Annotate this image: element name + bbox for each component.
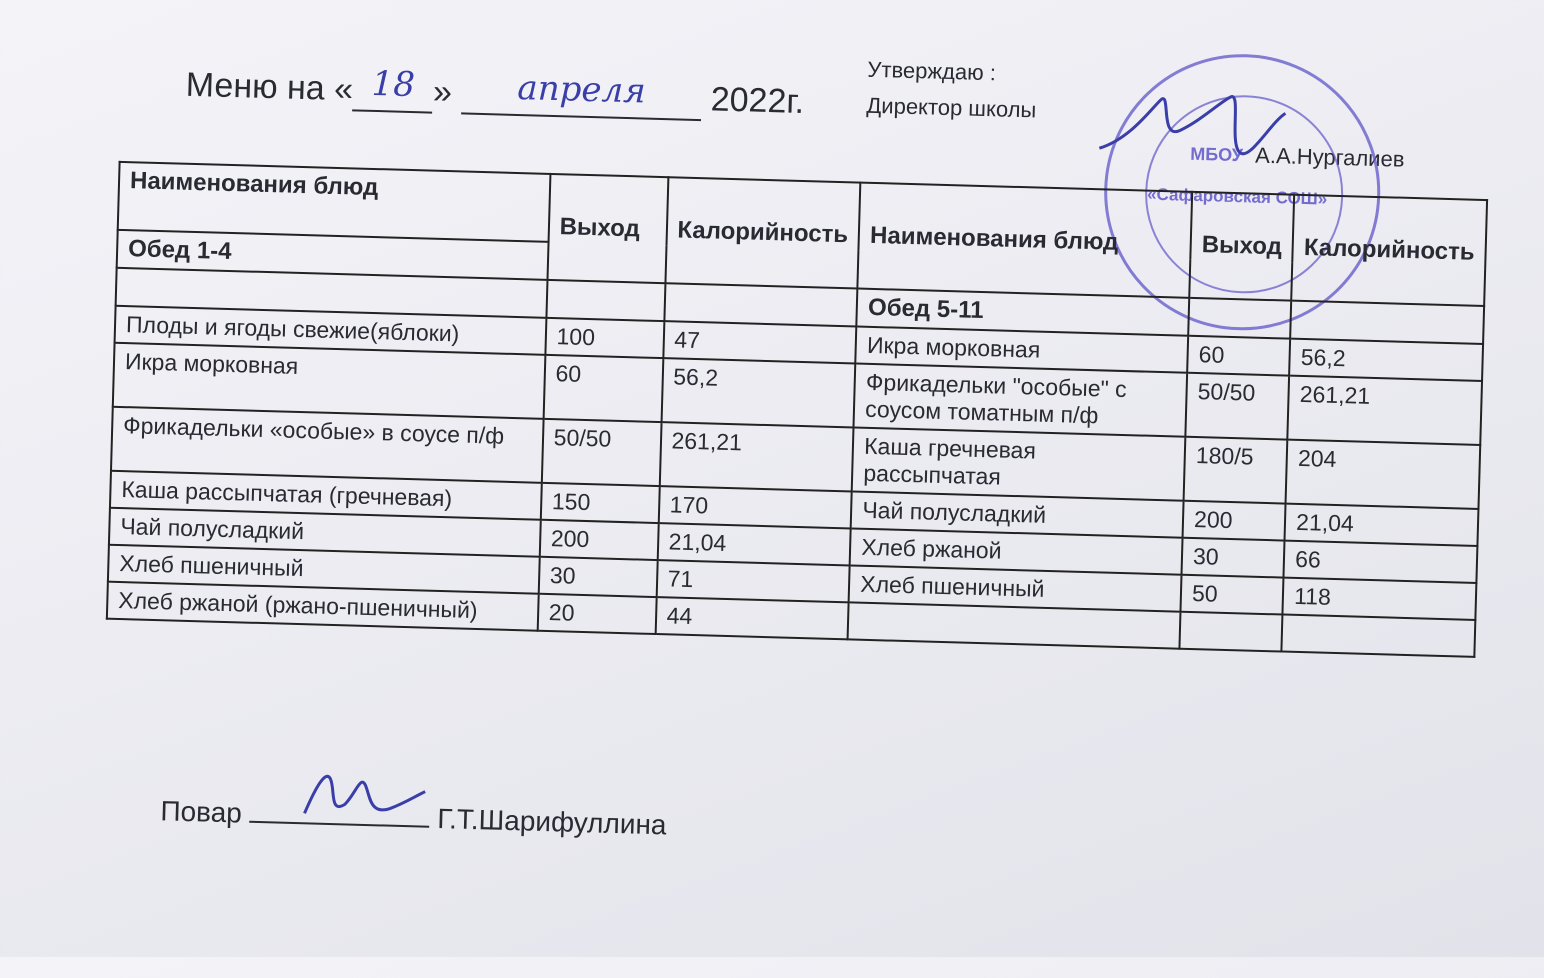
dish-name: Икра морковная — [856, 327, 1189, 373]
dish-name: Чай полусладкий — [851, 491, 1184, 537]
dish-output: 50 — [1181, 575, 1284, 615]
empty-cell — [546, 280, 665, 321]
dish-calories: 21,04 — [1285, 504, 1479, 546]
dish-calories: 261,21 — [659, 422, 853, 491]
dish-calories: 21,04 — [657, 523, 851, 565]
dish-name: Чай полусладкий — [109, 508, 541, 557]
dish-output — [1180, 612, 1283, 652]
dish-name: Хлеб пшеничный — [849, 565, 1182, 611]
dish-name: Хлеб ржаной — [850, 528, 1183, 574]
col-header-calories-right: Калорийность — [1291, 195, 1487, 306]
day-blank — [353, 63, 434, 113]
dish-calories: 204 — [1286, 440, 1480, 509]
dish-name: Каша гречневая рассыпчатая — [852, 427, 1185, 500]
month-blank — [461, 67, 702, 121]
col-header-calories-left: Калорийность — [665, 177, 861, 288]
dish-calories: 56,2 — [661, 358, 855, 427]
dish-name: Хлеб ржаной (ржано-пшеничный) — [107, 582, 539, 631]
dish-output: 100 — [545, 318, 664, 358]
dish-output: 30 — [1182, 538, 1285, 578]
cook-name: Г.Т.Шарифуллина — [436, 803, 667, 841]
dish-name: Каша рассыпчатая (гречневая) — [110, 471, 542, 520]
dish-name: Икра морковная — [113, 343, 545, 419]
dish-name: Фрикадельки "особые" с соусом томатным п/ф — [854, 364, 1187, 437]
dish-output: 180/5 — [1184, 437, 1288, 504]
signature-blank — [249, 797, 430, 828]
empty-cell — [1188, 298, 1291, 339]
approval-label: Утверждаю : — [867, 56, 997, 86]
dish-calories: 118 — [1283, 578, 1477, 620]
dish-output: 60 — [1187, 336, 1290, 376]
dish-output: 200 — [539, 520, 658, 560]
cook-label: Повар — [160, 795, 243, 829]
handwritten-month: апреля — [516, 67, 647, 112]
dish-output: 60 — [543, 355, 663, 422]
section-left: Обед 1-4 — [117, 230, 549, 280]
dish-calories: 71 — [656, 560, 850, 602]
cook-signature-line — [160, 794, 667, 841]
col-header-output-left: Выход — [547, 174, 668, 283]
dish-name — [848, 602, 1181, 648]
col-header-output-right: Выход — [1189, 192, 1294, 301]
menu-table — [106, 161, 1488, 658]
page-title — [185, 65, 804, 124]
dish-name: Фрикадельки «особые» в соусе п/ф — [111, 407, 543, 483]
empty-cell — [1290, 301, 1484, 344]
dish-output: 200 — [1183, 501, 1286, 541]
col-header-name-left: Наименования блюд — [118, 162, 550, 242]
section-right: Обед 5-11 — [857, 289, 1190, 336]
dish-output: 50/50 — [541, 419, 661, 486]
dish-output: 30 — [538, 557, 657, 597]
director-name: А.А.Нургалиев — [1254, 142, 1405, 172]
col-header-name-right: Наименования блюд — [858, 183, 1193, 298]
dish-output: 150 — [540, 483, 659, 523]
dish-calories: 47 — [663, 321, 857, 363]
dish-calories: 66 — [1284, 541, 1478, 583]
title-year: 2022г. — [710, 80, 805, 121]
cook-signature — [299, 758, 431, 832]
title-mid: » — [432, 72, 453, 112]
dish-name: Хлеб пшеничный — [108, 545, 540, 594]
dish-calories: 261,21 — [1288, 376, 1482, 445]
director-signature — [1089, 78, 1292, 184]
dish-calories: 56,2 — [1289, 339, 1483, 381]
dish-name: Плоды и ягоды свежие(яблоки) — [115, 306, 547, 355]
director-title: Директор школы — [866, 92, 1037, 123]
dish-calories: 170 — [658, 486, 852, 528]
dish-output: 20 — [537, 594, 656, 634]
empty-cell — [664, 283, 858, 326]
handwritten-day: 18 — [371, 63, 416, 106]
dish-calories — [1282, 615, 1476, 657]
title-prefix: Меню на « — [185, 65, 354, 109]
stamp-text-school: «Сафаровская СОШ» — [1146, 184, 1328, 209]
dish-calories: 44 — [655, 597, 849, 639]
stamp-text-org: МБОУ — [1189, 143, 1244, 166]
dish-output: 50/50 — [1185, 373, 1289, 440]
